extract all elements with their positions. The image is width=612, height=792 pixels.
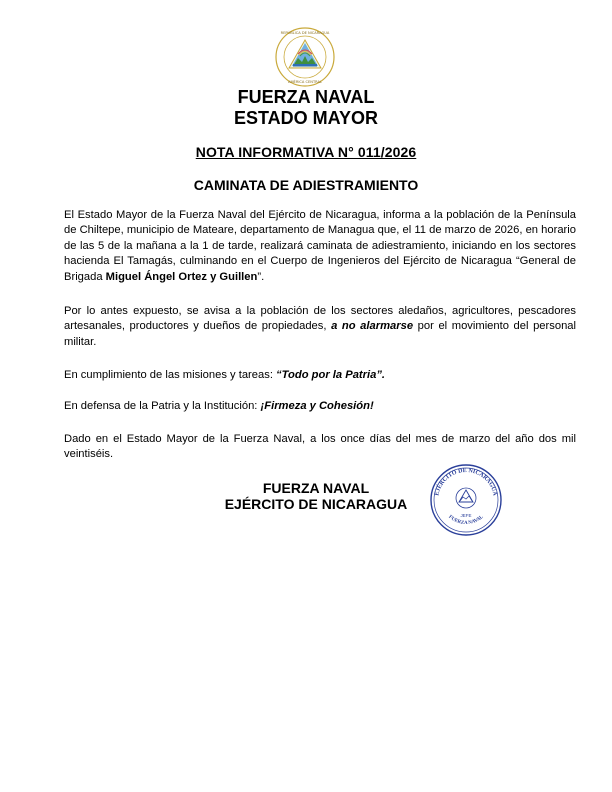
paragraph-1-bold-name: Miguel Ángel Ortez y Guillen — [105, 270, 258, 283]
paragraph-1 — [64, 208, 576, 285]
paragraph-4-text: En defensa de la Patria y la Institución: — [64, 400, 261, 412]
official-seal-icon — [428, 462, 504, 538]
paragraph-1-end: ”. — [257, 270, 265, 283]
note-title: NOTA INFORMATIVA N° 011/2026 — [195, 144, 417, 160]
paragraph-3 — [64, 368, 576, 383]
header-line-2: ESTADO MAYOR — [233, 108, 379, 128]
signature-line-1: FUERZA NAVAL — [262, 480, 370, 496]
emblem-top-text: REPÚBLICA DE NICARAGUA — [280, 31, 330, 35]
paragraph-5: Dado en el Estado Mayor de la Fuerza Naval, a los once días del mes de marzo del año dos mil veintiséis. — [64, 433, 576, 461]
signature-line-2: EJÉRCITO DE NICARAGUA — [224, 496, 408, 512]
paragraph-2-text: Por lo antes expuesto, se avisa a la población de los sectores aledaños, agricultores, pescadores artesanales, productores y dueños de propiedades, — [64, 305, 576, 333]
paragraph-3-text: En cumplimiento de las misiones y tareas: — [64, 369, 277, 381]
emblem-bottom-text: AMÉRICA CENTRAL — [288, 80, 322, 84]
paragraph-4 — [64, 399, 576, 414]
paragraph-4-motto: ¡Firmeza y Cohesión! — [260, 400, 374, 412]
note-subject: CAMINATA DE ADIESTRAMIENTO — [193, 177, 419, 193]
paragraph-3-motto: “Todo por la Patria”. — [276, 369, 386, 381]
paragraph-1-text: El Estado Mayor de la Fuerza Naval del Ejército de Nicaragua, informa a la población de la Península de Chiltepe, municipio de Mateare, departamento de Managua que, el 11 de marzo de 2026, en horario de las 5 de la mañana a la 1 de tarde, realizará caminata de adiestramiento, iniciando en los sectores hacienda El Tamagás, culminando en el Cuerpo de Ingenieros del Ejército de Nicaragua “General de Brigada — [64, 209, 576, 283]
paragraph-2 — [64, 304, 576, 350]
seal-top-text: EJÉRCITO DE NICARAGUA — [434, 467, 498, 497]
seal-center-text: JEFE — [460, 513, 472, 518]
national-emblem-icon — [274, 26, 336, 88]
paragraph-2-emphasis: a no alarmarse — [331, 320, 414, 333]
paragraph-2-end: por el movimiento del personal militar. — [64, 320, 577, 348]
header-line-1: FUERZA NAVAL — [237, 87, 375, 107]
seal-bottom-text: FUERZA NAVAL — [447, 514, 485, 527]
